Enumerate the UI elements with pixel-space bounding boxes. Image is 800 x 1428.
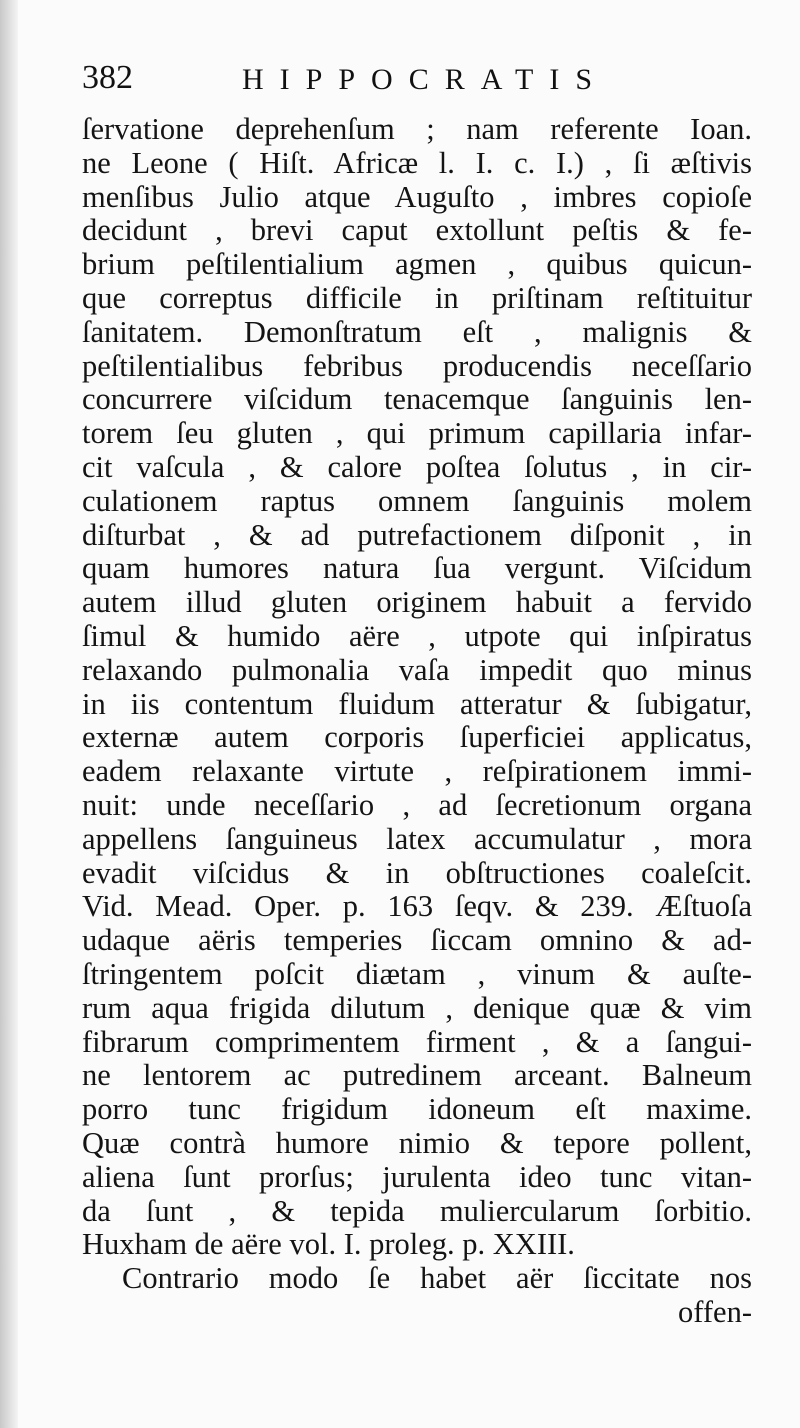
text-line: Vid. Mead. Oper. p. 163 ſeqv. & 239. Æſtuoſa: [82, 889, 752, 924]
text-line: que correptus difficile in priſtinam reſtituitur: [82, 280, 752, 315]
text-line: ſanitatem. Demonſtratum eſt , malignis &: [82, 314, 752, 349]
text-line: quam humores natura ſua vergunt. Viſcidum: [82, 551, 752, 586]
text-line: brium peſtilentialium agmen , quibus quicun-: [82, 247, 752, 282]
text-line: evadit viſcidus & in obſtructiones coaleſcit.: [82, 855, 752, 890]
page-gutter-shadow: [0, 0, 18, 1428]
text-line: udaque aëris temperies ſiccam omnino & ad-: [82, 923, 752, 958]
text-line: externæ autem corporis ſuperficiei applicatus,: [82, 720, 752, 755]
text-line: relaxando pulmonalia vaſa impedit quo minus: [82, 652, 752, 687]
text-line: Quæ contrà humore nimio & tepore pollent,: [82, 1125, 752, 1160]
text-line: aliena ſunt prorſus; jurulenta ideo tunc vitan-: [82, 1159, 752, 1194]
text-line: ne lentorem ac putredinem arceant. Balneum: [82, 1058, 752, 1093]
catchword: offen-: [678, 1294, 752, 1329]
text-line: ſimul & humido aëre , utpote qui inſpiratus: [82, 618, 752, 653]
text-line: da ſunt , & tepida muliercularum ſorbitio.: [82, 1193, 752, 1228]
text-line: peſtilentialibus febribus producendis neceſſario: [82, 348, 752, 383]
text-line: concurrere viſcidum tenacemque ſanguinis len-: [82, 382, 752, 417]
text-line: ne Leone ( Hiſt. Africæ l. I. c. I.) , ſi æſtivis: [82, 145, 752, 180]
text-line: ſervatione deprehenſum ; nam referente Ioan.: [82, 112, 752, 146]
text-line: nuit: unde neceſſario , ad ſecretionum organa: [82, 787, 752, 822]
text-line: appellens ſanguineus latex accumulatur , mora: [82, 821, 752, 856]
body-text: [82, 113, 752, 1330]
running-title: HIPPOCRATIS: [242, 63, 609, 96]
text-line: fibrarum comprimentem firment , & a ſangui-: [82, 1024, 752, 1059]
page-number: 382: [82, 59, 133, 96]
text-line: torem ſeu gluten , qui primum capillaria infar-: [82, 416, 752, 451]
text-line: Contrario modo ſe habet aër ſiccitate nos: [122, 1261, 752, 1296]
text-line: culationem raptus omnem ſanguinis molem: [82, 483, 752, 518]
page-header: [82, 58, 750, 98]
text-line: autem illud gluten originem habuit a fervido: [82, 585, 752, 620]
text-line: diſturbat , & ad putrefactionem diſponit , in: [82, 517, 752, 552]
text-line: cit vaſcula , & calore poſtea ſolutus , in cir-: [82, 449, 752, 484]
text-line: porro tunc frigidum idoneum eſt maxime.: [82, 1092, 752, 1127]
text-line: menſibus Julio atque Auguſto , imbres copioſe: [82, 179, 752, 214]
text-line: Huxham de aëre vol. I. proleg. p. XXIII.: [82, 1227, 575, 1262]
text-line: ſtringentem poſcit diætam , vinum & auſte-: [82, 956, 752, 991]
text-line: in iis contentum fluidum atteratur & ſubigatur,: [82, 686, 752, 721]
text-line: rum aqua frigida dilutum , denique quæ & vim: [82, 990, 752, 1025]
text-line: decidunt , brevi caput extollunt peſtis & fe-: [82, 213, 752, 248]
text-line: eadem relaxante virtute , reſpirationem immi-: [82, 754, 752, 789]
